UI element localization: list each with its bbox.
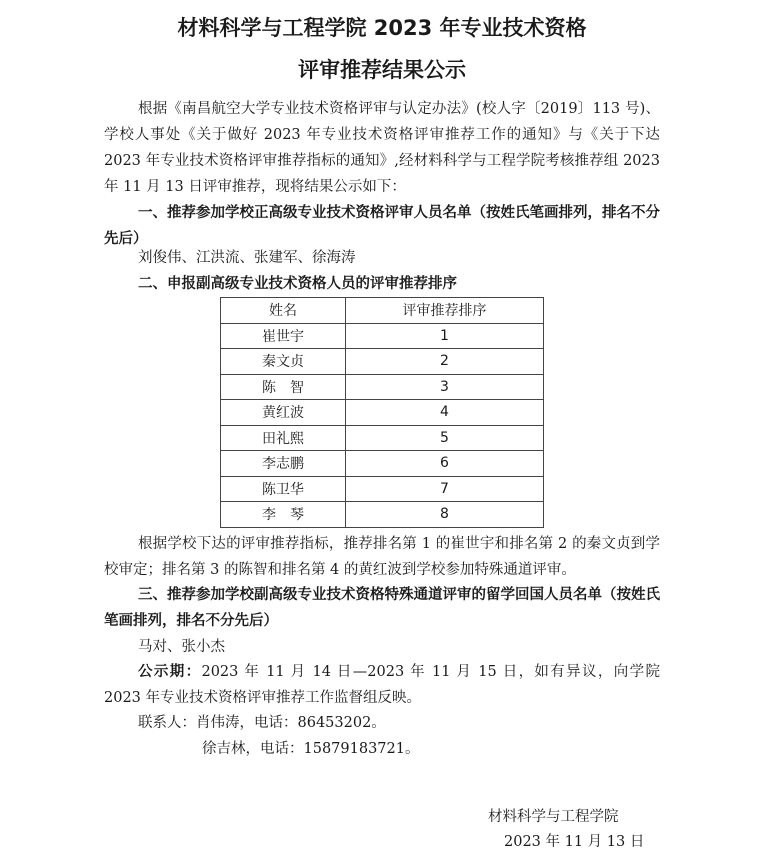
table-row: [221, 323, 544, 349]
table-row: [221, 374, 544, 400]
cell-name: 李 琴: [221, 502, 346, 528]
contact-label: 联系人：: [138, 715, 196, 731]
contact-line-2: 徐吉林，电话：15879183721。: [202, 741, 420, 757]
notice-text: 2023 年 11 月 14 日—2023 年 11 月 15 日，如有异议，向学院 2023 年专业技术资格评审推荐工作监督组反映。: [104, 664, 661, 706]
notice-label: 公示期：: [138, 664, 202, 680]
notice-paragraph: [104, 659, 660, 711]
cell-rank: 3: [346, 374, 544, 400]
document-title-line-1: 材料科学与工程学院 2023 年专业技术资格: [177, 16, 587, 40]
cell-rank: 8: [346, 502, 544, 528]
cell-name: 秦文贞: [221, 349, 346, 375]
cell-rank: 6: [346, 451, 544, 477]
table-header-row: [221, 298, 544, 324]
signature-date: 2023 年 11 月 13 日: [504, 834, 645, 850]
cell-name: 陈卫华: [221, 476, 346, 502]
contact-1: 肖伟涛，电话：86453202。: [196, 715, 386, 731]
table-header-rank: 评审推荐排序: [346, 298, 544, 324]
section3-heading: 三、推荐参加学校副高级专业技术资格特殊通道评审的留学回国人员名单（按姓氏笔画排列，排名不分先后）: [104, 587, 660, 629]
section2-note: 根据学校下达的评审推荐指标，推荐排名第 1 的崔世宇和排名第 2 的秦文贞到学校审定；排名第 3 的陈智和排名第 4 的黄红波到学校参加特殊通道评审。: [104, 536, 660, 578]
section1-names: 刘俊伟、江洪流、张建军、徐海涛: [138, 250, 356, 266]
table-row: [221, 425, 544, 451]
section3-names: 马对、张小杰: [138, 639, 225, 655]
table-row: [221, 476, 544, 502]
table-row: [221, 502, 544, 528]
document-title-line-2: 评审推荐结果公示: [298, 58, 466, 82]
signature-org: 材料科学与工程学院: [488, 809, 619, 825]
cell-name: 李志鹏: [221, 451, 346, 477]
cell-rank: 7: [346, 476, 544, 502]
contact-line-1: [104, 710, 694, 736]
cell-name: 黄红波: [221, 400, 346, 426]
cell-name: 崔世宇: [221, 323, 346, 349]
cell-name: 陈 智: [221, 374, 346, 400]
section1-heading: 一、推荐参加学校正高级专业技术资格评审人员名单（按姓氏笔画排列，排名不分先后）: [104, 205, 660, 247]
table-row: [221, 400, 544, 426]
table-header-name: 姓名: [221, 298, 346, 324]
cell-name: 田礼熙: [221, 425, 346, 451]
intro-paragraph: 根据《南昌航空大学专业技术资格评审与认定办法》(校人字〔2019〕113 号)、学校人事处《关于做好 2023 年专业技术资格评审推荐工作的通知》与《关于下达 2023 年专业技术资格评审推荐指标的通知》,经材料科学与工程学院考核推荐组 2023 年 11 月 13 日评审推荐，现将结果公示如下：: [104, 101, 660, 195]
section2-heading: 二、申报副高级专业技术资格人员的评审推荐排序: [138, 276, 457, 292]
ranking-table: [220, 297, 544, 528]
table-row: [221, 349, 544, 375]
cell-rank: 4: [346, 400, 544, 426]
cell-rank: 1: [346, 323, 544, 349]
cell-rank: 2: [346, 349, 544, 375]
cell-rank: 5: [346, 425, 544, 451]
table-row: [221, 451, 544, 477]
